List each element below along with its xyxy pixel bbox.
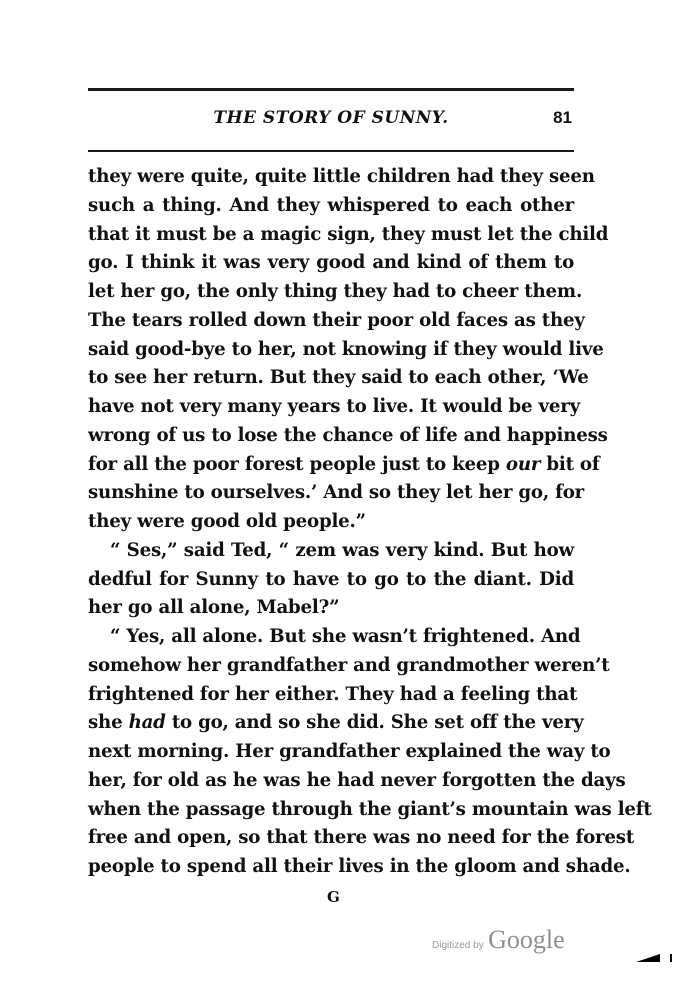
text-segment: next morning. Her grandfather explained the way to [88,741,611,762]
text-segment: have not very many years to live. It would be very [88,396,581,417]
digitized-by-google-watermark [432,925,565,955]
text-line [88,192,574,221]
text-segment: frightened for her either. They had a feeling that [88,683,578,705]
text-line [88,681,578,710]
text-segment: that it must be a magic sign, they must let the child [88,223,609,245]
scan-artifact-bar [670,954,672,962]
text-line [88,623,581,652]
page-number: 81 [553,108,572,127]
text-segment: go. I think it was very good and kind of them to [88,252,574,274]
text-segment: let her go, the only thing they had to cheer them. [88,281,583,302]
text-line [88,479,585,508]
body-text [88,163,652,882]
text-line [88,594,574,623]
text-segment: somehow her grandfather and grandmother weren’t [88,654,610,676]
text-segment: such a thing. And they whispered to each other [88,194,574,216]
italic-text: had [128,712,166,734]
text-line [88,853,631,882]
text-segment: her, for old as he was he had never forgotten the days [88,769,626,791]
text-line [88,824,635,853]
text-line [88,393,581,422]
text-line [88,537,574,566]
text-segment: they were quite, quite little children had they seen [88,166,595,187]
text-segment: she [88,712,129,734]
text-line [88,508,574,537]
text-line [88,336,604,365]
text-line [88,652,610,681]
signature-mark: G [327,888,340,906]
text-line [88,566,574,595]
text-segment: for all the poor forest people just to keep [88,453,506,475]
text-segment: sunshine to ourselves.’ And so they let her go, for [88,482,585,504]
text-segment: “ Ses,” said Ted, “ zem was very kind. But how [110,539,574,561]
header-rule-bottom [88,150,574,152]
text-segment: The tears rolled down their poor old faces as they [88,309,585,331]
header-rule-top [88,88,574,91]
text-segment: bit of [540,453,600,475]
text-segment: wrong of us to lose the chance of life and happiness [88,424,608,446]
text-line [88,278,583,307]
text-line [88,738,611,767]
text-segment: people to spend all their lives in the gloom and shade. [88,856,631,877]
text-segment: free and open, so that there was no need for the forest [88,827,635,849]
text-segment: to see her return. But they said to each other, ‘We [88,367,589,389]
text-line [88,451,600,480]
watermark-brand: Google [488,925,565,954]
text-line [88,709,584,738]
text-segment: “ Yes, all alone. But she wasn’t frightened. And [110,626,581,647]
text-segment: when the passage through the giant’s mountain was left [88,798,652,820]
text-line [88,163,595,192]
text-line [88,249,574,278]
running-head [88,108,574,134]
text-line [88,221,609,250]
text-line [88,364,589,393]
text-segment: said good-bye to her, not knowing if they would live [88,338,604,360]
scan-artifact-wedge [636,954,660,962]
text-segment: her go all alone, Mabel?” [88,597,340,619]
text-line [88,767,626,796]
text-line [88,307,585,336]
text-line [88,796,652,825]
text-segment: to go, and so she did. She set off the very [165,712,584,734]
running-title: THE STORY OF SUNNY. [213,108,449,128]
text-line [88,422,608,451]
text-segment: dedful for Sunny to have to go to the diant. Did [88,568,574,590]
italic-text: our [505,453,541,475]
watermark-prefix: Digitized by [432,940,484,951]
text-segment: they were good old people.” [88,511,366,532]
